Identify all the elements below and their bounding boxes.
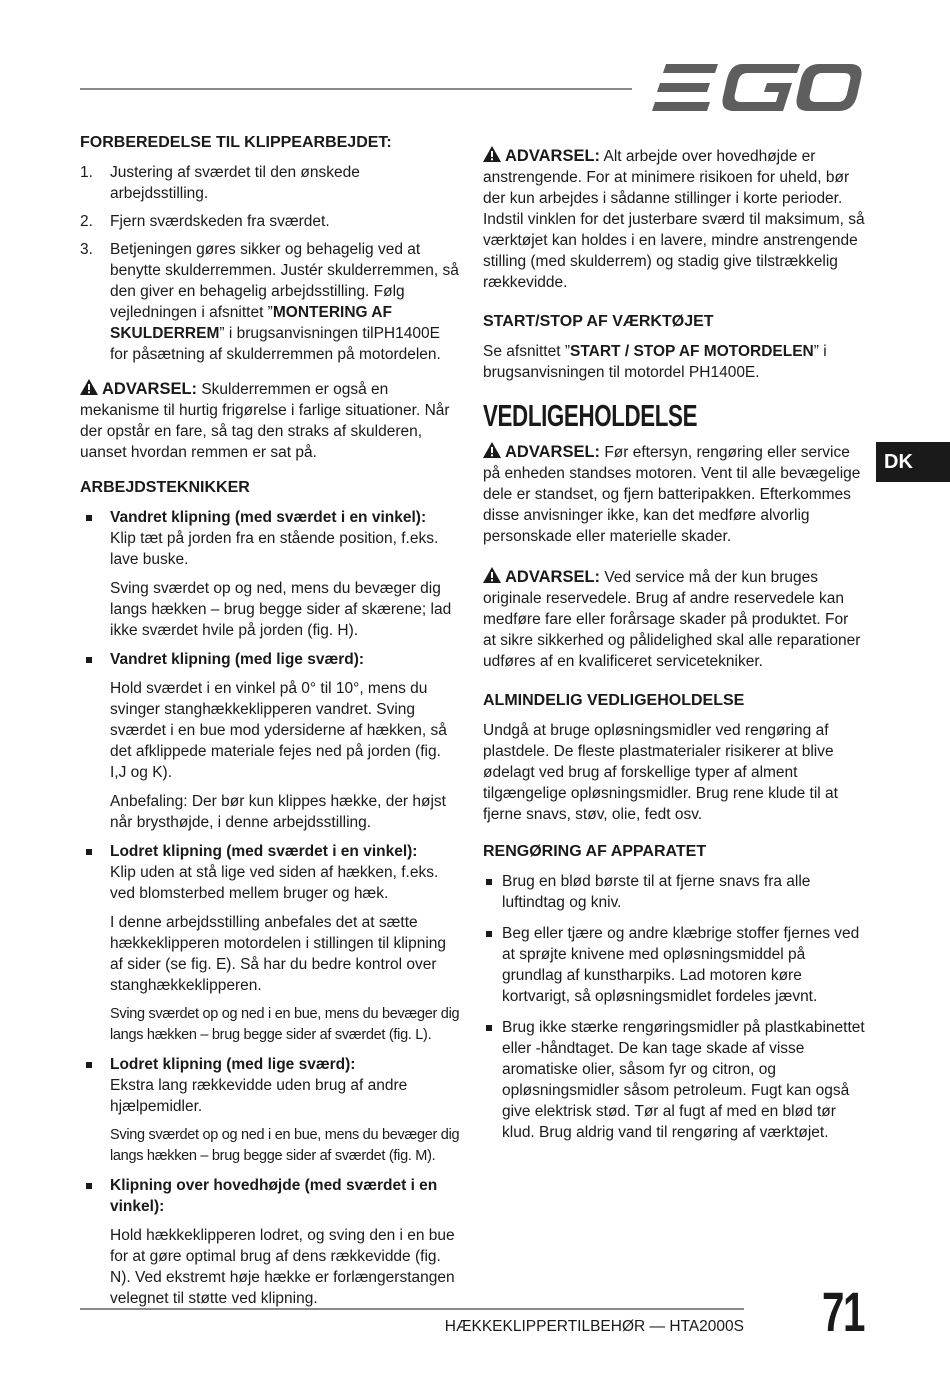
- left-column: [80, 132, 460, 1317]
- list-item: Vandret klipning (med sværdet i en vinkel): Klip tæt på jorden fra en stående position, f.eks. lave buske. Sving sværdet op og ned, mens du bevæger dig langs hækken – brug begge sider af skærene; lad ikke sværdet hvile på jorden (fig. H).: [80, 507, 460, 641]
- list-item: Lodret klipning (med lige sværd): Ekstra lang rækkevidde uden brug af andre hjælpemidler. Sving sværdet op og ned i en bue, mens du bevæger dig langs hækken – brug begge sider af sværdet (fig. M).: [80, 1054, 460, 1167]
- right-column: [483, 146, 865, 1153]
- list-item: Lodret klipning (med sværdet i en vinkel): Klip uden at stå lige ved siden af hækken, f.eks. ved blomsterbed mellem bruger og hæk. I denne arbejdsstilling anbefales det at sætte hækkeklipperen motordelen i stillingen til klipning af sider (se fig. E). Så har du bedre kontrol over stanghækkeklipperen. Sving sværdet op og ned i en bue, mens du bevæger dig langs hækken – brug begge sider af sværdet (fig. L).: [80, 841, 460, 1046]
- list-item: Vandret klipning (med lige sværd): Hold sværdet i en vinkel på 0° til 10°, mens du svinger stanghækkeklipperen vandret. Sving sværdet i en bue mod ydersiderne af hækken, så det afklippede materiale fejes ned på jorden (fig. I,J og K). Anbefaling: Der bør kun klippes hække, der højst når brysthøjde, i denne arbejdsstilling.: [80, 649, 460, 833]
- general-maintenance-text: Undgå at bruge opløsningsmidler ved rengøring af plastdele. De fleste plastmaterialer risikerer at blive ødelagt ved brug af forskellige typer af alment tilgængelige opløsningsmidler. Brug rene klude til at fjerne snavs, støv, olie, fedt osv.: [483, 722, 838, 823]
- prep-steps: [80, 162, 460, 365]
- maintenance-heading: VEDLIGEHOLDELSE: [483, 398, 698, 433]
- warning-shoulder-strap: [80, 379, 460, 463]
- warning-triangle-icon: [483, 567, 501, 583]
- cleaning-list: [483, 871, 865, 1143]
- start-stop-heading: START/STOP AF VÆRKTØJET: [483, 313, 714, 330]
- ego-logo: [652, 64, 862, 112]
- list-item: Beg eller tjære og andre klæbrige stoffer fjernes ved at sprøjte knivene med opløsningsmiddel på grundlag af kunstharpiks. Lad motoren køre kortvarigt, så opløsningsmidlet fordeles jævnt.: [483, 923, 865, 1007]
- warning-label: ADVARSEL:: [505, 443, 601, 461]
- language-tab: DK: [876, 442, 950, 482]
- warning-text: Ved service må der kun bruges originale reservedele. Brug af andre reservedele kan medføre fare eller forårsage skader på produktet. For at sikre sikkerhed og pålidelighed skal alle reparationer udføres af en kvalificeret servicetekniker.: [483, 569, 861, 670]
- warning-text: Alt arbejde over hovedhøjde er anstrengende. For at minimere risikoen for uheld, bør der kun arbejdes i sådanne stillinger i korte perioder. Indstil vinklen for det justerbare sværd til maksimum, så værktøjet kan holdes i en lavere, mindre anstrengende stilling (med skulderrem) og stadig give tilstrækkelig rækkevidde.: [483, 148, 865, 291]
- page-number: 71: [822, 1280, 864, 1343]
- warning-maintenance-stop: [483, 442, 865, 547]
- cleaning-heading: RENGØRING AF APPARATET: [483, 843, 707, 860]
- header-rule: [80, 88, 632, 90]
- warning-triangle-icon: [80, 379, 98, 395]
- warning-label: ADVARSEL:: [102, 380, 198, 398]
- footer-rule: [80, 1308, 744, 1310]
- warning-label: ADVARSEL:: [505, 568, 601, 586]
- footer-title: HÆKKEKLIPPERTILBEHØR — HTA2000S: [444, 1318, 744, 1335]
- list-item: Klipning over hovedhøjde (med sværdet i en vinkel): Hold hækkeklipperen lodret, og sving den i en bue for at gøre optimal brug af dens rækkevidde (fig. N). Ved ekstremt høje hække er forlængerstangen velegnet til støtte ved klipning.: [80, 1175, 460, 1309]
- warning-label: ADVARSEL:: [505, 147, 601, 165]
- warning-text: Før eftersyn, rengøring eller service på enheden standses motoren. Vent til alle bevægelige dele er standset, og fjern batteripakken. Efterkommes disse anvisninger ikke, kan det medføre alvorlig personskade eller materielle skader.: [483, 444, 861, 545]
- prep-heading: FORBEREDELSE TIL KLIPPEARBEJDET:: [80, 134, 392, 151]
- techniques-heading: ARBEJDSTEKNIKKER: [80, 479, 250, 496]
- list-item: 2. Fjern sværdskeden fra sværdet.: [80, 213, 330, 230]
- warning-text: Skulderremmen er også en mekanisme til hurtig frigørelse i farlige situationer. Når der opstår en fare, så tag den straks af skulderen, uanset hvordan remmen er sat på.: [80, 381, 450, 461]
- warning-triangle-icon: [483, 146, 501, 162]
- techniques-list: [80, 507, 460, 1309]
- start-stop-text: Se afsnittet ”START / STOP AF MOTORDELEN” i brugsanvisningen til motordel PH1400E.: [483, 343, 827, 381]
- general-maintenance-heading: ALMINDELIG VEDLIGEHOLDELSE: [483, 692, 745, 709]
- list-item: 3. Betjeningen gøres sikker og behagelig ved at benytte skulderremmen. Justér skulderremmen, så den giver en behagelig arbejdsstilling. Følg vejledningen i afsnittet ”MONTERING AF SKULDERREM” i brugsanvisningen tilPH1400E for påsætning af skulderremmen på motordelen.: [80, 241, 459, 363]
- list-item: Brug en blød børste til at fjerne snavs fra alle luftindtag og kniv.: [483, 871, 865, 913]
- warning-overhead: [483, 146, 865, 293]
- warning-original-parts: [483, 567, 865, 672]
- list-item: 1. Justering af sværdet til den ønskede arbejdsstilling.: [80, 164, 360, 202]
- warning-triangle-icon: [483, 442, 501, 458]
- list-item: Brug ikke stærke rengøringsmidler på plastkabinettet eller -håndtaget. De kan tage skade af visse aromatiske olier, såsom fyr og citron, og opløsningsmidler såsom petroleum. Fugt kan også give elektrisk stød. Tør al fugt af med en blød tør klud. Brug aldrig vand til rengøring af værktøjet.: [483, 1017, 865, 1143]
